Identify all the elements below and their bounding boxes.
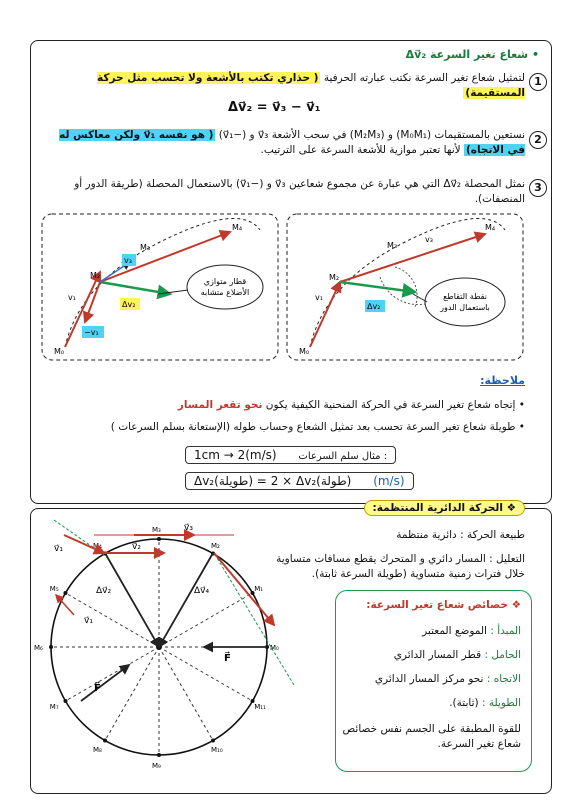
item2-highlight: ( هو نفسه v⃗₁ ولكن معاكس له في الاتجاه) (59, 129, 525, 156)
dv4-vector (159, 553, 213, 647)
note-bullet-2: • طويلة شعاع تغير السرعة تحسب بعد تمثيل الشعاع وحساب طوله (الإستعانة بسلم السرعات ) (110, 421, 525, 433)
right-bubble-pointer (413, 294, 427, 302)
right-v3-label: v₃ (425, 235, 433, 244)
spoke (159, 647, 213, 741)
point-label: M₇ (49, 703, 59, 711)
left-dv-tag: Δv₂ (122, 300, 136, 309)
right-bubble-text: نقطة التقاطع (443, 292, 487, 301)
label-dv2: Δv⃗₂ (96, 586, 112, 596)
right-m4: M₄ (485, 223, 496, 232)
point-label: M₂ (211, 541, 220, 550)
point-label: M₉ (152, 762, 161, 770)
item3-number: 3 (529, 176, 547, 197)
prop-carrier-label: الحامل : (484, 649, 521, 661)
motion-justification: التعليل : المسار دائري و المتحرك يقطع مسافات متساوية خلال فترات زمنية متساوية (طويلة السرعة ثابتة). (276, 553, 525, 580)
prop-carrier (341, 648, 521, 663)
point-label: M₄ (93, 541, 102, 550)
left-m0: M₀ (54, 347, 65, 356)
right-m0: M₀ (299, 347, 310, 356)
point-label: M₅ (49, 585, 59, 593)
left-minus-v1-tag: −v₁ (84, 328, 99, 337)
left-v3-tag: v₃ (124, 256, 132, 265)
section2-title: ❖ الحركة الدائرية المنتظمة: (364, 500, 525, 516)
point-label: M₃ (152, 526, 161, 534)
length-box (185, 472, 414, 490)
right-dv-tag: Δv₂ (367, 302, 381, 311)
right-bubble (425, 278, 505, 326)
right-m2: M₂ (329, 273, 340, 282)
right-v1-label: v₁ (315, 293, 323, 302)
note-bullet-1-text: إتجاه شعاع تغير السرعة في الحركة المنحنية الكيفية يكون (265, 399, 516, 411)
dv2-vector (105, 553, 159, 647)
left-bubble-text-2: الأضلاع متشابه (200, 288, 250, 297)
point-label: M₁₁ (254, 703, 266, 711)
left-m3: M₃ (140, 243, 151, 252)
circle-point (157, 753, 161, 757)
item1-highlight: ( حذاري تكتب بالأشعة ولا تحسب مثل حركة المستقيمة) (97, 72, 525, 99)
label-dv4: Δv⃗₄ (194, 586, 210, 596)
label-v1b: v⃗₁ (84, 616, 93, 626)
prop-carrier-value: قطر المسار الدائري (393, 649, 482, 661)
circle-point (103, 739, 107, 743)
force-text: للقوة المطبقة على الجسم نفس خصائص شعاع تغير السرعة. (342, 723, 521, 750)
note-bullet-1-emph: نحو تقعر المسار (177, 399, 263, 411)
prop-direction-label: الاتجاه : (486, 673, 521, 685)
circle-diagram (34, 515, 324, 790)
circle-point (157, 537, 161, 541)
scale-eq: 1cm → 2(m/s) (194, 448, 277, 462)
item1-main: لتمثيل شعاع تغير السرعة نكتب عبارته الحرفية (323, 72, 525, 84)
left-dv-vector (100, 282, 170, 294)
section1-title: • شعاع تغير السرعة Δv⃗₂ (405, 48, 539, 61)
point-label: M₈ (93, 746, 102, 755)
left-v1-label: v₁ (68, 293, 76, 302)
tangent-m4 (214, 553, 294, 685)
point-label: M₁ (254, 585, 264, 593)
item1-text (45, 71, 525, 101)
notes-title: ملاحظة: (480, 374, 525, 387)
label-v3: v⃗₃ (184, 523, 193, 533)
right-arc1 (395, 267, 417, 307)
item2-text (45, 128, 525, 158)
point-label: M₆ (34, 644, 43, 652)
scale-box (185, 446, 396, 464)
circle-point (63, 699, 67, 703)
length-eq: Δv₂(طويلة) = 2 × Δv₂(طولة) (194, 474, 352, 488)
length-unit: (m/s) (373, 474, 405, 488)
label-v1: v⃗₁ (54, 544, 63, 554)
right-m3: M₃ (387, 241, 398, 250)
right-m0m2-line (310, 282, 340, 347)
prop-magnitude-label: الطويلة : (481, 697, 521, 709)
spoke (65, 593, 159, 647)
v5-vector (214, 553, 274, 625)
prop-origin-label: المبدأ : (490, 625, 521, 637)
label-F-left: F⃗ (94, 683, 101, 694)
prop-magnitude (341, 696, 521, 711)
left-bubble (187, 265, 263, 309)
note-bullet-2-text: طويلة شعاع تغير السرعة تحسب بعد تمثيل الشعاع وحساب طوله (الإستعانة بسلم السرعات ) (110, 421, 516, 433)
item3-text: نمثل المحصلة Δv⃗₂ التي هي عبارة عن مجموع شعاعين v⃗₃ و (−v⃗₁) بالاستعمال المحصلة (طريقة الدور أو المنصفات). (74, 178, 525, 205)
left-bubble-text: قطار متوازي (203, 277, 247, 286)
motion-nature: طبيعة الحركة : دائرية منتظمة (396, 529, 525, 541)
prop-origin (341, 624, 521, 639)
force-vector-left (81, 665, 129, 701)
left-m4: M₄ (232, 223, 243, 232)
right-v3-vector (340, 234, 485, 282)
label-F-right: F⃗ (224, 653, 231, 664)
spoke (105, 647, 159, 741)
spoke (159, 593, 253, 647)
circle-point (211, 739, 215, 743)
prop-direction-value: نحو مركز المسار الدائري (374, 673, 484, 685)
circle-point (63, 591, 67, 595)
prop-magnitude-value: (ثابتة). (449, 697, 479, 709)
item2-main: نستعين بالمستقيمات (M₀M₁) و (M₂M₃) في سحب الأشعة v⃗₃ و (−v⃗₁) (218, 129, 525, 141)
spoke (65, 647, 159, 701)
point-label: M₁₀ (211, 746, 223, 755)
prop-direction (341, 672, 521, 687)
right-dv-vector (340, 282, 415, 292)
point-label: M₀ (270, 644, 279, 652)
note-bullet-1: • إتجاه شعاع تغير السرعة في الحركة المنحنية الكيفية يكون نحو تقعر المسار (177, 399, 525, 411)
spoke (159, 647, 253, 701)
circle-point (49, 645, 53, 649)
label-v2: v⃗₂ (132, 542, 141, 552)
equation-1: Δv⃗₂ = v⃗₃ − v⃗₁ (228, 100, 321, 115)
item1-number: 1 (529, 70, 547, 91)
item2-main2: لأنها تعتبر موازية للأشعة السرعة على الترتيب. (260, 144, 461, 156)
scale-label: مثال سلم السرعات : (298, 451, 388, 462)
props-title: ❖ خصائص شعاع تغير السرعة: (366, 599, 521, 611)
left-m2: M₂ (90, 271, 101, 280)
diagram-left (40, 212, 280, 362)
item2-number: 2 (529, 128, 547, 149)
right-bubble-text-2: باستعمال الدور (440, 303, 490, 312)
diagram-right (285, 212, 525, 362)
prop-origin-value: الموضع المعتبر (422, 625, 487, 637)
